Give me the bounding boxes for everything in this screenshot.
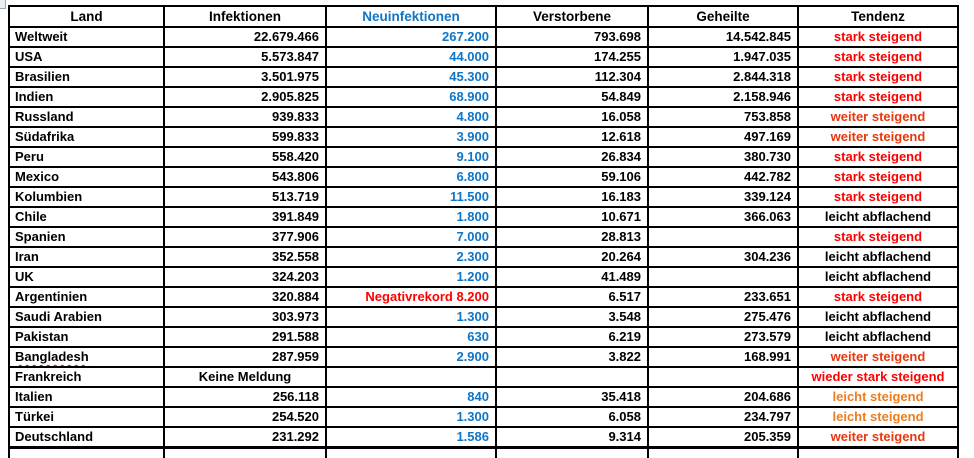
table-row [9, 27, 958, 47]
cell-infektionen[interactable]: 513.719 [164, 187, 326, 207]
cell-tendenz[interactable]: leicht abflachend [798, 307, 958, 327]
cell-land[interactable]: Indien [9, 87, 164, 107]
cell-land[interactable]: Mexico [9, 167, 164, 187]
cell-neuinfektionen[interactable]: 3.900 [326, 127, 496, 147]
cell-infektionen[interactable]: 543.806 [164, 167, 326, 187]
cell-geheilte[interactable]: 2.158.946 [648, 87, 798, 107]
cell-infektionen[interactable]: 391.849 [164, 207, 326, 227]
cell-infektionen[interactable]: 254.520 [164, 407, 326, 427]
table-row [9, 367, 958, 387]
cell-infektionen[interactable]: 599.833 [164, 127, 326, 147]
cell-geheilte[interactable]: 168.991 [648, 347, 798, 367]
cell-land[interactable]: Pakistan [9, 327, 164, 347]
table-row [9, 387, 958, 407]
cell-verstorbene[interactable]: 10.671 [496, 207, 648, 227]
column-header-tendenz[interactable]: Tendenz [798, 6, 958, 27]
cell-land[interactable]: Kolumbien [9, 187, 164, 207]
cell-neuinfektionen[interactable]: 45.300 [326, 67, 496, 87]
cell-tendenz[interactable]: stark steigend [798, 47, 958, 67]
cell-land[interactable]: Türkei [9, 407, 164, 427]
column-header-verstorbene[interactable]: Verstorbene [496, 6, 648, 27]
cell-infektionen[interactable]: 558.420 [164, 147, 326, 167]
cell-infektionen[interactable]: 22.679.466 [164, 27, 326, 47]
cell-geheilte[interactable]: 204.686 [648, 387, 798, 407]
cell-geheilte[interactable]: 304.236 [648, 247, 798, 267]
cell-geheilte[interactable]: 234.797 [648, 407, 798, 427]
cell-tendenz[interactable]: weiter steigend [798, 347, 958, 367]
cell-neuinfektionen[interactable]: 267.200 [326, 27, 496, 47]
cell-verstorbene[interactable]: 41.489 [496, 267, 648, 287]
table-row [9, 127, 958, 147]
cell-verstorbene[interactable]: 35.418 [496, 387, 648, 407]
cell-neuinfektionen[interactable]: 9.100 [326, 147, 496, 167]
cell-verstorbene[interactable]: 26.834 [496, 147, 648, 167]
cell-verstorbene[interactable]: 6.219 [496, 327, 648, 347]
column-header-land[interactable]: Land [9, 6, 164, 27]
table-row [9, 407, 958, 427]
table-row [9, 307, 958, 327]
cell-tendenz[interactable]: leicht abflachend [798, 207, 958, 227]
cell-verstorbene[interactable]: 16.183 [496, 187, 648, 207]
cell-verstorbene[interactable]: 112.304 [496, 67, 648, 87]
cell-geheilte[interactable] [648, 367, 798, 387]
cell-geheilte[interactable]: 1.947.035 [648, 47, 798, 67]
table-row [9, 427, 958, 448]
cell-neuinfektionen[interactable]: Negativrekord 8.200 [326, 287, 496, 307]
cell-land[interactable]: Saudi Arabien [9, 307, 164, 327]
cell-neuinfektionen[interactable]: 11.500 [326, 187, 496, 207]
cell-infektionen[interactable]: 303.973 [164, 307, 326, 327]
cell-geheilte[interactable]: 753.858 [648, 107, 798, 127]
cell-neuinfektionen[interactable]: 1.586 [326, 427, 496, 448]
cell-infektionen[interactable]: 939.833 [164, 107, 326, 127]
table-row [9, 47, 958, 67]
cell-tendenz[interactable]: stark steigend [798, 227, 958, 247]
cell-tendenz[interactable]: stark steigend [798, 87, 958, 107]
cell-land[interactable]: Russland [9, 107, 164, 127]
cell-neuinfektionen[interactable]: 4.800 [326, 107, 496, 127]
table-row [9, 147, 958, 167]
column-header-infektionen[interactable]: Infektionen [164, 6, 326, 27]
cell-infektionen[interactable]: 5.573.847 [164, 47, 326, 67]
cell-geheilte[interactable]: 14.542.845 [648, 27, 798, 47]
cell-tendenz[interactable]: leicht steigend [798, 387, 958, 407]
cell-geheilte[interactable]: 339.124 [648, 187, 798, 207]
cell-geheilte[interactable]: 497.169 [648, 127, 798, 147]
cell-land[interactable]: Deutschland [9, 427, 164, 448]
cell-neuinfektionen[interactable]: 840 [326, 387, 496, 407]
table-row [9, 187, 958, 207]
cell-tendenz[interactable]: stark steigend [798, 67, 958, 87]
cell-land[interactable]: Argentinien [9, 287, 164, 307]
cell-neuinfektionen[interactable]: 1.300 [326, 407, 496, 427]
empty-cell[interactable] [496, 448, 648, 458]
cell-infektionen[interactable]: 291.588 [164, 327, 326, 347]
covid-statistics-table [8, 5, 959, 458]
cell-neuinfektionen[interactable]: 2.900 [326, 347, 496, 367]
cell-verstorbene[interactable]: 793.698 [496, 27, 648, 47]
cell-land[interactable]: Frankreich [9, 367, 164, 387]
cell-tendenz[interactable]: leicht abflachend [798, 327, 958, 347]
cell-verstorbene[interactable]: 6.058 [496, 407, 648, 427]
cell-neuinfektionen[interactable]: 6.800 [326, 167, 496, 187]
column-header-neuinfektionen[interactable]: Neuinfektionen [326, 6, 496, 27]
table-row [9, 87, 958, 107]
cell-tendenz[interactable]: stark steigend [798, 187, 958, 207]
cell-land[interactable]: Chile [9, 207, 164, 227]
cell-geheilte[interactable]: 205.359 [648, 427, 798, 448]
cell-tendenz[interactable]: weiter steigend [798, 127, 958, 147]
cell-neuinfektionen[interactable] [326, 367, 496, 387]
cell-infektionen[interactable]: 352.558 [164, 247, 326, 267]
cell-geheilte[interactable] [648, 267, 798, 287]
cell-land[interactable]: Weltweit [9, 27, 164, 47]
cell-verstorbene[interactable]: 20.264 [496, 247, 648, 267]
cell-tendenz[interactable]: leicht abflachend [798, 267, 958, 287]
cell-infektionen[interactable]: 3.501.975 [164, 67, 326, 87]
cell-infektionen[interactable]: Keine Meldung [164, 367, 326, 387]
cell-verstorbene[interactable]: 28.813 [496, 227, 648, 247]
cell-infektionen[interactable]: 256.118 [164, 387, 326, 407]
cell-geheilte[interactable]: 380.730 [648, 147, 798, 167]
column-header-geheilte[interactable]: Geheilte [648, 6, 798, 27]
cell-land[interactable]: Bangladesh [9, 347, 164, 367]
cell-verstorbene[interactable]: 59.106 [496, 167, 648, 187]
cell-land[interactable]: Iran [9, 247, 164, 267]
cell-geheilte[interactable]: 275.476 [648, 307, 798, 327]
table-row [9, 247, 958, 267]
cell-land[interactable]: Brasilien [9, 67, 164, 87]
cell-neuinfektionen[interactable]: 1.300 [326, 307, 496, 327]
cell-land[interactable]: Peru [9, 147, 164, 167]
table-row [9, 347, 958, 367]
cell-verstorbene[interactable]: 54.849 [496, 87, 648, 107]
spreadsheet-corner-fragment [0, 0, 6, 9]
cell-tendenz[interactable]: leicht steigend [798, 407, 958, 427]
cell-land[interactable]: Italien [9, 387, 164, 407]
cell-tendenz[interactable]: stark steigend [798, 167, 958, 187]
cell-neuinfektionen[interactable]: 68.900 [326, 87, 496, 107]
empty-cell[interactable] [798, 448, 958, 458]
empty-cell[interactable] [164, 448, 326, 458]
cell-infektionen[interactable]: 231.292 [164, 427, 326, 448]
cell-infektionen[interactable]: 377.906 [164, 227, 326, 247]
cell-infektionen[interactable]: 320.884 [164, 287, 326, 307]
cell-verstorbene[interactable]: 3.822 [496, 347, 648, 367]
cell-land[interactable]: Spanien [9, 227, 164, 247]
cell-verstorbene[interactable]: 12.618 [496, 127, 648, 147]
cell-tendenz[interactable]: weiter steigend [798, 427, 958, 448]
cell-neuinfektionen[interactable]: 1.800 [326, 207, 496, 227]
cell-geheilte[interactable]: 442.782 [648, 167, 798, 187]
table-row [9, 267, 958, 287]
empty-row [9, 448, 958, 458]
cell-verstorbene[interactable]: 9.314 [496, 427, 648, 448]
cell-neuinfektionen[interactable]: 44.000 [326, 47, 496, 67]
cell-land[interactable]: UK [9, 267, 164, 287]
cell-verstorbene[interactable]: 6.517 [496, 287, 648, 307]
table-row [9, 67, 958, 87]
table-row [9, 107, 958, 127]
cell-geheilte[interactable]: 273.579 [648, 327, 798, 347]
cell-neuinfektionen[interactable]: 2.300 [326, 247, 496, 267]
empty-cell[interactable] [326, 448, 496, 458]
cell-verstorbene[interactable] [496, 367, 648, 387]
cell-tendenz[interactable]: wieder stark steigend [798, 367, 958, 387]
table-row [9, 167, 958, 187]
cell-neuinfektionen[interactable]: 1.200 [326, 267, 496, 287]
cell-tendenz[interactable]: stark steigend [798, 287, 958, 307]
cell-land[interactable]: USA [9, 47, 164, 67]
cell-verstorbene[interactable]: 3.548 [496, 307, 648, 327]
cell-geheilte[interactable]: 2.844.318 [648, 67, 798, 87]
table-row [9, 287, 958, 307]
cell-geheilte[interactable]: 366.063 [648, 207, 798, 227]
header-row [9, 6, 958, 27]
cell-neuinfektionen[interactable]: 7.000 [326, 227, 496, 247]
cell-verstorbene[interactable]: 16.058 [496, 107, 648, 127]
cell-neuinfektionen[interactable]: 630 [326, 327, 496, 347]
cell-infektionen[interactable]: 324.203 [164, 267, 326, 287]
table-row [9, 327, 958, 347]
cell-infektionen[interactable]: 2.905.825 [164, 87, 326, 107]
cell-tendenz[interactable]: weiter steigend [798, 107, 958, 127]
cell-land[interactable]: Südafrika [9, 127, 164, 147]
cell-tendenz[interactable]: stark steigend [798, 147, 958, 167]
table-row [9, 227, 958, 247]
table-row [9, 207, 958, 227]
cell-geheilte[interactable] [648, 227, 798, 247]
cell-tendenz[interactable]: leicht abflachend [798, 247, 958, 267]
cell-tendenz[interactable]: stark steigend [798, 27, 958, 47]
cell-infektionen[interactable]: 287.959 [164, 347, 326, 367]
cell-verstorbene[interactable]: 174.255 [496, 47, 648, 67]
cell-geheilte[interactable]: 233.651 [648, 287, 798, 307]
empty-cell[interactable] [9, 448, 164, 458]
empty-cell[interactable] [648, 448, 798, 458]
